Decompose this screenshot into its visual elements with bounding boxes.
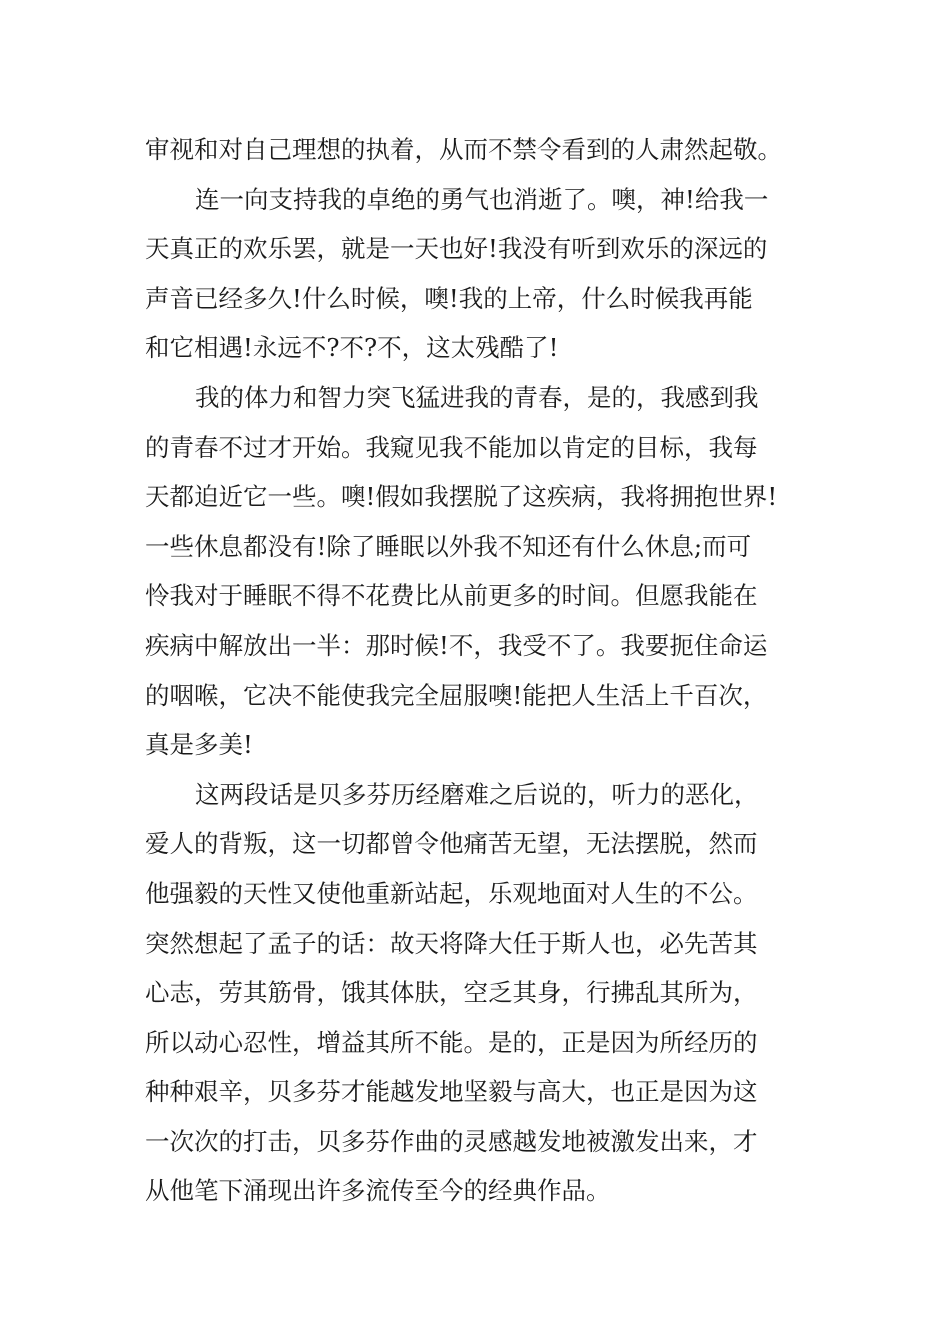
text-line: 天都迫近它一些。噢!假如我摆脱了这疾病，我将拥抱世界! xyxy=(145,482,778,512)
text-line: 一次次的打击，贝多芬作曲的灵感越发地被激发出来，才 xyxy=(145,1126,758,1156)
text-line: 的青春不过才开始。我窥见我不能加以肯定的目标，我每 xyxy=(145,432,758,462)
document-page xyxy=(145,125,825,1216)
text-line: 和它相遇!永远不?不?不，这太残酷了! xyxy=(145,333,559,363)
text-line: 种种艰辛，贝多芬才能越发地坚毅与高大，也正是因为这 xyxy=(145,1077,758,1107)
text-line: 他强毅的天性又使他重新站起，乐观地面对人生的不公。 xyxy=(145,878,758,908)
text-line: 所以动心忍性，增益其所不能。是的，正是因为所经历的 xyxy=(145,1027,758,1057)
text-line: 天真正的欢乐罢，就是一天也好!我没有听到欢乐的深远的 xyxy=(145,234,768,264)
text-line: 这两段话是贝多芬历经磨难之后说的，听力的恶化， xyxy=(195,779,759,809)
text-line: 声音已经多久!什么时候，噢!我的上帝，什么时候我再能 xyxy=(145,283,753,313)
text-line: 审视和对自己理想的执着，从而不禁令看到的人肃然起敬。 xyxy=(145,135,782,164)
text-line: 的咽喉，它决不能使我完全屈服噢!能把人生活上千百次， xyxy=(145,680,768,710)
text-line: 突然想起了孟子的话：故天将降大任于斯人也，必先苦其 xyxy=(145,928,758,958)
text-line: 一些休息都没有!除了睡眠以外我不知还有什么休息;而可 xyxy=(145,531,752,561)
text-line: 疾病中解放出一半：那时候!不，我受不了。我要扼住命运 xyxy=(145,630,768,660)
text-line: 心志，劳其筋骨，饿其体肤，空乏其身，行拂乱其所为， xyxy=(145,978,758,1008)
text-line: 从他笔下涌现出许多流传至今的经典作品。 xyxy=(145,1176,611,1206)
text-line: 我的体力和智力突飞猛进我的青春，是的，我感到我 xyxy=(195,382,759,412)
text-line: 真是多美! xyxy=(145,730,253,760)
text-line: 连一向支持我的卓绝的勇气也消逝了。噢，神!给我一 xyxy=(195,184,769,214)
text-line: 爱人的背叛，这一切都曾令他痛苦无望，无法摆脱，然而 xyxy=(145,829,758,859)
text-line: 怜我对于睡眠不得不花费比从前更多的时间。但愿我能在 xyxy=(145,581,758,611)
